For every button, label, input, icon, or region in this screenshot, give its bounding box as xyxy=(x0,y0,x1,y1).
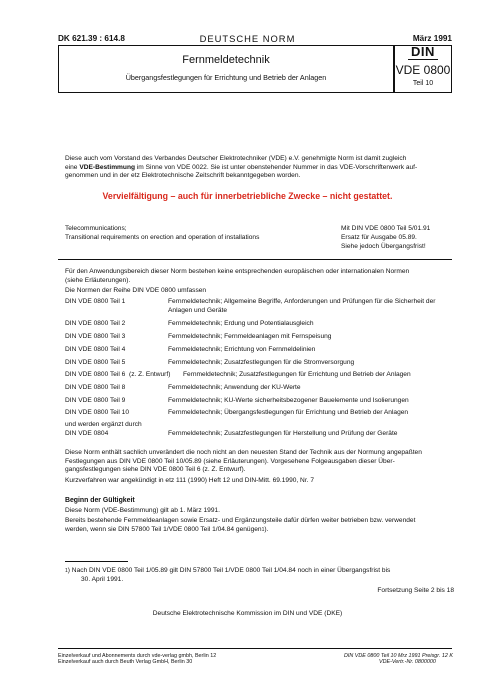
validity-line-1: Diese Norm (VDE-Bestimmung) gilt ab 1. März 1991. xyxy=(65,507,221,514)
series-text: Fernmeldetechnik; Erdung und Potentialausgleich xyxy=(168,320,314,327)
intro-line-2 xyxy=(65,164,455,173)
document-title: Fernmeldetechnik xyxy=(182,54,270,66)
footnote-line-1 xyxy=(65,567,455,576)
series-key: DIN VDE 0800 Teil 4 xyxy=(65,346,126,353)
commission-name: Deutsche Elektrotechnische Kommission im DIN und VDE (DKE) xyxy=(152,610,343,617)
footer-reference-line-2: VDE-Vertr.-Nr. 0800000 xyxy=(379,659,436,665)
series-key: DIN VDE 0800 Teil 9 xyxy=(65,397,126,404)
copy-warning: Vervielfältigung – auch für innerbetriebliche Zwecke – nicht gestattet. xyxy=(102,191,393,201)
footer-rule xyxy=(58,648,452,649)
series-text: Fernmeldetechnik; Errichtung von Fernmeldelinien xyxy=(168,346,316,353)
norm-type: DEUTSCHE NORM xyxy=(199,33,296,44)
series-text-line-2: Anlagen und Geräte xyxy=(168,306,228,314)
application-line-2: (siehe Erläuterungen). xyxy=(65,276,131,284)
continuation-note: Fortsetzung Seite 2 bis 18 xyxy=(377,587,454,594)
validity-line-3 xyxy=(65,526,455,535)
state-line-2: Festlegungen aus DIN VDE 0800 Teil 10/05.89 (siehe Erläuterungen). Vorgesehene Folgeausgaben dieser Über- xyxy=(65,457,395,465)
state-paragraph xyxy=(65,449,455,475)
footnote-line-1-text: ) Nach DIN VDE 0800 Teil 1/05.89 gilt DIN 57800 Teil 1/VDE 0800 Teil 1/04.84 noch in einer Übergangsfrist bis xyxy=(67,567,391,574)
state-line-1: Diese Norm enthält sachlich unverändert die noch nicht an den neuesten Stand der Technik aus der Normung angepaßten xyxy=(65,449,422,456)
series-key: DIN VDE 0800 Teil 3 xyxy=(65,333,126,340)
footnote-reference: 1 xyxy=(261,526,265,533)
part-number: Teil 10 xyxy=(412,80,434,87)
footnote xyxy=(65,567,455,584)
series-key: DIN VDE 0800 Teil 2 xyxy=(65,320,126,327)
document-subtitle: Übergangsfestlegungen für Errichtung und Betrieb der Anlagen xyxy=(125,73,327,82)
series-draft-note: (z. Z. Entwurf) xyxy=(129,371,171,378)
vde-bestimmung-term: VDE-Bestimmung xyxy=(79,163,135,171)
series-text: Fernmeldetechnik; Zusatzfestlegungen für Errichtung und Betrieb der Anlagen xyxy=(183,371,411,378)
series-text: Fernmeldetechnik; Zusatzfestlegungen für die Stromversorgung xyxy=(168,359,355,366)
title-box xyxy=(58,45,394,93)
series-text: Fernmeldetechnik; Übergangsfestlegungen für Errichtung und Betrieb der Anlagen xyxy=(168,409,409,416)
english-title-line-1: Telecommunications; xyxy=(65,225,127,232)
replacement-line-2: Ersatz für Ausgabe 05.89. xyxy=(341,234,417,241)
validity-line-2: Bereits bestehende Fernmeldeanlagen sowie Ersatz- und Ergänzungsteile dafür dürfen weiter betrieben bzw. verwendet xyxy=(65,517,416,524)
application-line-1: Für den Anwendungsbereich dieser Norm bestehen keine entsprechenden europäischen oder internationalen Normen xyxy=(65,268,410,275)
intro-paragraph xyxy=(65,155,455,181)
intro-line-2a: eine xyxy=(65,163,80,171)
intro-line-3: genommen und in der etz Elektrotechnische Zeitschrift bekanntgegeben worden. xyxy=(65,172,301,180)
supplement-key: DIN VDE 0804 xyxy=(65,430,109,437)
series-text-line-1: Fernmeldetechnik; Allgemeine Begriffe, Anforderungen und Prüfungen für die Sicherheit der xyxy=(168,298,436,305)
vde-number: VDE 0800 xyxy=(395,63,451,77)
footer-sales-line-1: Einzelverkauf und Abonnements durch vde-verlag gmbh, Berlin 12 xyxy=(58,653,217,659)
footnote-marker: 1 xyxy=(65,568,68,574)
validity-heading: Beginn der Gültigkeit xyxy=(65,497,135,504)
footer-sales-line-2: Einzelverkauf auch durch Beuth Verlag GmbH, Berlin 30 xyxy=(58,659,193,665)
series-key: DIN VDE 0800 Teil 10 xyxy=(65,409,130,416)
series-text: Fernmeldetechnik; KU-Werte sicherheitsbezogener Bauelemente und Isolierungen xyxy=(168,397,409,404)
validity-paragraph xyxy=(65,517,455,534)
intro-line-1: Diese auch vom Vorstand des Verbandes Deutscher Elektrotechniker (VDE) e.V. genehmigte Norm ist damit zugleich xyxy=(65,155,407,162)
validity-line-3-end: ). xyxy=(264,525,269,533)
footnote-rule xyxy=(65,561,128,562)
separator-line xyxy=(58,259,452,260)
series-text: Fernmeldetechnik; Anwendung der KU-Werte xyxy=(168,384,301,391)
series-key: DIN VDE 0800 Teil 5 xyxy=(65,359,126,366)
replacement-line-1: Mit DIN VDE 0800 Teil 5/01.91 xyxy=(341,225,431,232)
din-logo: DIN xyxy=(408,45,438,60)
state-line-3: gangsfestlegungen siehe DIN VDE 0800 Teil 6 (z. Z. Entwurf). xyxy=(65,466,246,474)
series-key: DIN VDE 0800 Teil 6 xyxy=(65,371,126,378)
short-procedure-note: Kurzverfahren war angekündigt in etz 111 (1990) Heft 12 und DIN-Mitt. 69.1990, Nr. 7 xyxy=(65,477,314,484)
english-title-line-2: Transitional requirements on erection and operation of installations xyxy=(65,234,260,241)
intro-line-2c: im Sinne von VDE 0022. Sie ist unter obenstehender Nummer in das VDE-Vorschriftenwerk auf- xyxy=(135,163,418,171)
series-key: DIN VDE 0800 Teil 1 xyxy=(65,298,126,305)
issue-date: März 1991 xyxy=(412,34,452,43)
series-text xyxy=(168,298,458,315)
series-intro: Die Normen der Reihe DIN VDE 0800 umfassen xyxy=(65,287,207,294)
series-text: Fernmeldetechnik; Fernmeldeanlagen mit Fernspeisung xyxy=(168,333,332,340)
application-paragraph xyxy=(65,268,455,285)
supplement-text: Fernmeldetechnik; Zusatzfestlegungen für Herstellung und Prüfung der Geräte xyxy=(168,430,398,437)
supplement-intro: und werden ergänzt durch xyxy=(65,421,142,428)
series-key: DIN VDE 0800 Teil 8 xyxy=(65,384,126,391)
validity-line-3-text: werden, wenn sie DIN 57800 Teil 1/VDE 0800 Teil 1/04.84 genügen xyxy=(65,525,262,533)
footnote-line-2: 30. April 1991. xyxy=(81,575,124,583)
footer-reference-line-1: DIN VDE 0800 Teil 10 Mrz 1991 Preisgr. 12 K xyxy=(344,653,453,659)
dk-classification: DK 621.39 : 614.8 xyxy=(58,34,125,43)
replacement-line-3: Siehe jedoch Übergangsfrist! xyxy=(341,243,426,250)
